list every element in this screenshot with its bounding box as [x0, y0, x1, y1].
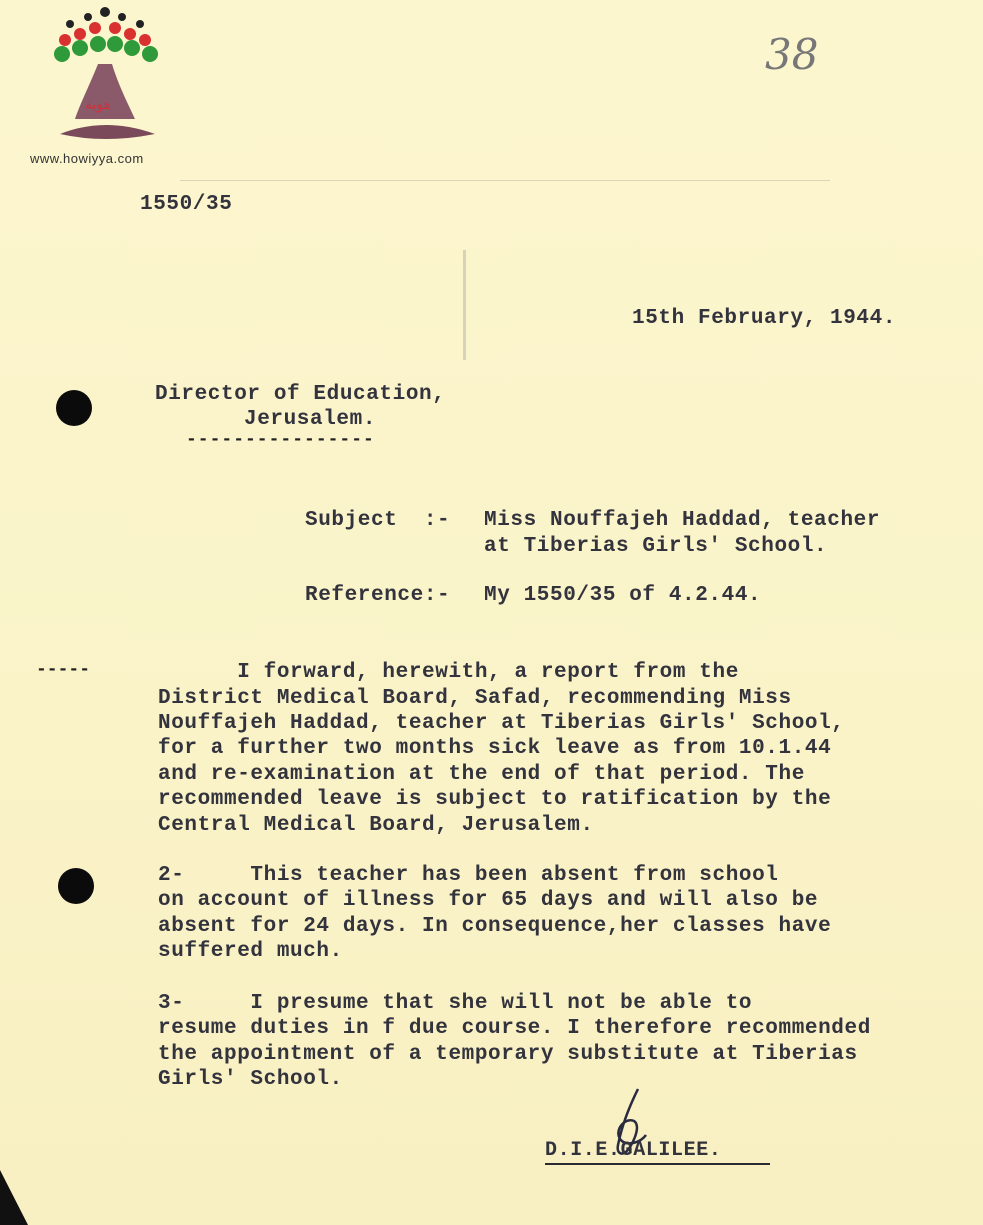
paragraph-1-line: Central Medical Board, Jerusalem.: [158, 814, 594, 837]
recipient-line-1: Director of Education,: [155, 383, 446, 406]
reference-value: My 1550/35 of 4.2.44.: [484, 584, 762, 607]
paragraph-3-line: Girls' School.: [158, 1068, 343, 1091]
paragraph-1-line: recommended leave is subject to ratification by the: [158, 788, 832, 811]
paragraph-1-line: District Medical Board, Safad, recommending Miss: [158, 687, 792, 710]
signature-block: D.I.E.GALILEE.: [545, 1139, 722, 1162]
paragraph-2-line: 2- This teacher has been absent from school: [158, 864, 779, 887]
recipient-line-2: Jerusalem.: [244, 408, 377, 431]
paragraph-3-line: the appointment of a temporary substitute at Tiberias: [158, 1043, 858, 1066]
subject-line-2: at Tiberias Girls' School.: [484, 535, 828, 558]
paragraph-1-line: and re-examination at the end of that period. The: [158, 763, 805, 786]
paragraph-1-line: for a further two months sick leave as from 10.1.44: [158, 737, 832, 760]
signature-underline: [545, 1163, 770, 1165]
logo-url: www.howiyya.com: [30, 151, 144, 166]
subject-line-1: Miss Nouffajeh Haddad, teacher: [484, 509, 881, 532]
scan-line: [180, 180, 830, 181]
subject-label: Subject :-: [305, 509, 451, 532]
paragraph-3-line: 3- I presume that she will not be able to: [158, 992, 753, 1015]
punch-hole-top: [56, 390, 92, 426]
paragraph-2-line: suffered much.: [158, 940, 343, 963]
paragraph-2-line: on account of illness for 65 days and will also be: [158, 889, 819, 912]
tree-logo-icon: [40, 4, 180, 154]
letter-date: 15th February, 1944.: [632, 307, 897, 330]
file-reference: 1550/35: [140, 193, 233, 216]
paragraph-1-line: I forward, herewith, a report from the: [158, 661, 739, 684]
handwritten-page-number: 38: [765, 30, 819, 79]
paragraph-3-line: resume duties in f due course. I therefore recommended: [158, 1017, 871, 1040]
punch-hole-bottom: [58, 868, 94, 904]
svg-text:هوية: هوية: [85, 97, 112, 113]
paragraph-1-line: Nouffajeh Haddad, teacher at Tiberias Girls' School,: [158, 712, 845, 735]
paper-fold: [463, 250, 466, 360]
margin-dash: -----: [36, 660, 91, 680]
reference-label: Reference:-: [305, 584, 451, 607]
paragraph-2-line: absent for 24 days. In consequence,her classes have: [158, 915, 832, 938]
scan-corner: [0, 1170, 28, 1225]
recipient-underline: ----------------: [186, 430, 375, 450]
